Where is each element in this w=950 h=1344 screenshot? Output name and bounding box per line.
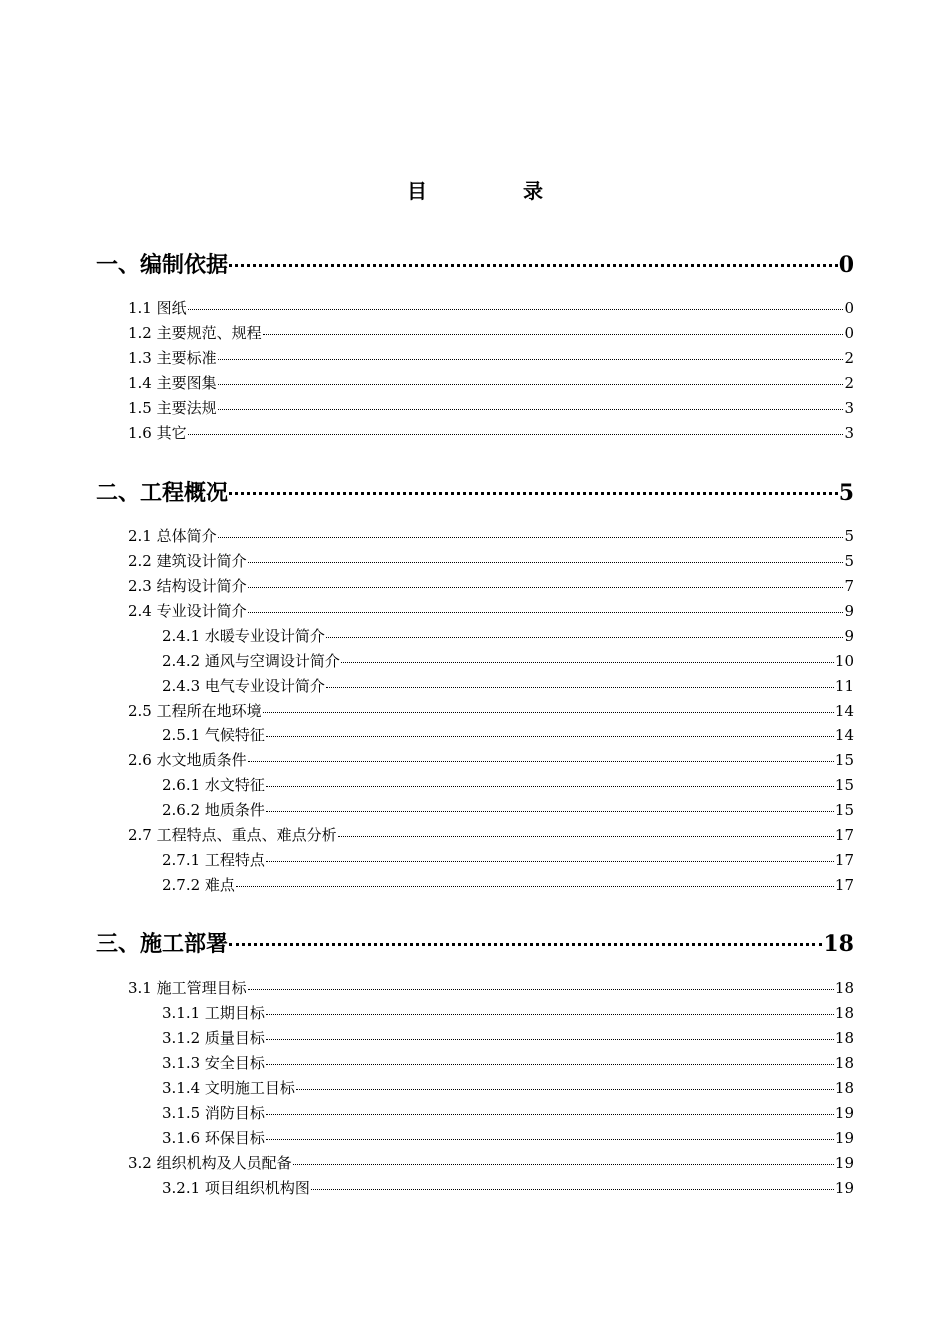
toc-entry-page-number: 15 — [834, 801, 854, 819]
toc-entry-level-3[interactable] — [162, 1127, 854, 1148]
dot-leader — [338, 832, 834, 837]
toc-entry-page-number: 17 — [834, 826, 854, 844]
dot-leader — [218, 405, 844, 410]
toc-entry-label: 2.7 工程特点、重点、难点分析 — [128, 826, 337, 844]
dot-leader — [266, 1060, 834, 1065]
toc-entry-page-number: 15 — [834, 751, 854, 769]
dot-leader — [296, 1085, 834, 1090]
toc-entry-label: 2.7.1 工程特点 — [162, 851, 265, 869]
toc-entry-level-3[interactable] — [162, 799, 854, 820]
dot-leader — [341, 658, 834, 663]
toc-entry-page-number: 19 — [834, 1179, 854, 1197]
toc-entry-label: 1.2 主要规范、规程 — [128, 324, 262, 342]
toc-entry-label: 1.3 主要标准 — [128, 349, 217, 367]
toc-entry-label: 3.2 组织机构及人员配备 — [128, 1154, 292, 1172]
toc-entry-level-3[interactable] — [162, 1002, 854, 1023]
toc-entry-page-number: 7 — [844, 577, 854, 595]
toc-entry-level-2[interactable] — [128, 525, 854, 546]
toc-entry-page-number: 2 — [844, 349, 854, 367]
dot-leader — [326, 683, 834, 688]
toc-entry-page-number: 5 — [838, 480, 854, 506]
dot-leader — [326, 633, 844, 638]
toc-entry-page-number: 2 — [844, 374, 854, 392]
toc-entry-page-number: 17 — [834, 851, 854, 869]
toc-entry-label: 三、施工部署 — [96, 931, 229, 957]
toc-entry-label: 2.6.2 地质条件 — [162, 801, 265, 819]
toc-entry-level-2[interactable] — [128, 824, 854, 845]
toc-entry-label: 1.5 主要法规 — [128, 399, 217, 417]
dot-leader — [229, 260, 838, 267]
toc-entry-label: 2.6 水文地质条件 — [128, 751, 247, 769]
toc-entry-level-3[interactable] — [162, 724, 854, 745]
dot-leader — [266, 732, 834, 737]
toc-entry-label: 2.5 工程所在地环境 — [128, 702, 262, 720]
toc-entry-page-number: 5 — [844, 527, 854, 545]
toc-entry-level-2[interactable] — [128, 322, 854, 343]
toc-entry-level-1[interactable] — [96, 248, 854, 279]
dot-leader — [266, 857, 834, 862]
toc-entry-page-number: 18 — [834, 1079, 854, 1097]
dot-leader — [236, 882, 834, 887]
toc-entry-level-3[interactable] — [162, 849, 854, 870]
toc-entry-label: 3.1 施工管理目标 — [128, 979, 247, 997]
toc-entry-level-2[interactable] — [128, 977, 854, 998]
dot-leader — [266, 1010, 834, 1015]
toc-entry-page-number: 19 — [834, 1129, 854, 1147]
toc-entry-level-2[interactable] — [128, 600, 854, 621]
dot-leader — [263, 708, 834, 713]
toc-entry-page-number: 3 — [844, 399, 854, 417]
toc-entry-page-number: 18 — [834, 979, 854, 997]
toc-entry-page-number: 11 — [834, 677, 854, 695]
toc-entry-page-number: 18 — [834, 1054, 854, 1072]
toc-entry-page-number: 14 — [834, 702, 854, 720]
toc-entry-page-number: 18 — [834, 1004, 854, 1022]
dot-leader — [248, 583, 844, 588]
toc-entry-level-2[interactable] — [128, 422, 854, 443]
toc-entry-level-2[interactable] — [128, 1152, 854, 1173]
toc-entry-label: 一、编制依据 — [96, 252, 229, 278]
dot-leader — [229, 488, 838, 495]
toc-entry-level-2[interactable] — [128, 397, 854, 418]
toc-entry-label: 2.5.1 气候特征 — [162, 726, 265, 744]
toc-entry-page-number: 9 — [844, 627, 854, 645]
toc-entry-label: 2.4.1 水暖专业设计简介 — [162, 627, 325, 645]
dot-leader — [266, 807, 834, 812]
toc-entry-label: 3.2.1 项目组织机构图 — [162, 1179, 310, 1197]
toc-title: 目 录 — [407, 179, 581, 203]
toc-entry-page-number: 19 — [834, 1104, 854, 1122]
toc-entry-level-2[interactable] — [128, 700, 854, 721]
toc-entry-page-number: 14 — [834, 726, 854, 744]
toc-entry-level-3[interactable] — [162, 625, 854, 646]
toc-entry-label: 二、工程概况 — [96, 480, 229, 506]
dot-leader — [266, 1035, 834, 1040]
toc-entry-label: 3.1.2 质量目标 — [162, 1029, 265, 1047]
toc-entry-page-number: 15 — [834, 776, 854, 794]
dot-leader — [266, 1135, 834, 1140]
toc-entry-level-2[interactable] — [128, 575, 854, 596]
dot-leader — [266, 1110, 834, 1115]
toc-entry-label: 3.1.3 安全目标 — [162, 1054, 265, 1072]
toc-entry-label: 3.1.4 文明施工目标 — [162, 1079, 295, 1097]
toc-entry-label: 2.4.3 电气专业设计简介 — [162, 677, 325, 695]
dot-leader — [218, 533, 844, 538]
dot-leader — [248, 558, 844, 563]
toc-entry-page-number: 3 — [844, 424, 854, 442]
toc-entry-label: 1.6 其它 — [128, 424, 187, 442]
toc-entry-level-1[interactable] — [96, 476, 854, 507]
dot-leader — [266, 782, 834, 787]
dot-leader — [263, 330, 844, 335]
toc-entry-page-number: 10 — [834, 652, 854, 670]
toc-entry-label: 1.1 图纸 — [128, 299, 187, 317]
toc-entry-level-2[interactable] — [128, 372, 854, 393]
toc-entry-level-3[interactable] — [162, 1077, 854, 1098]
toc-entry-page-number: 9 — [844, 602, 854, 620]
toc-entry-page-number: 5 — [844, 552, 854, 570]
toc-entry-page-number: 0 — [844, 299, 854, 317]
toc-entry-label: 3.1.6 环保目标 — [162, 1129, 265, 1147]
toc-entry-level-3[interactable] — [162, 1027, 854, 1048]
dot-leader — [218, 355, 844, 360]
toc-entry-level-3[interactable] — [162, 1177, 854, 1198]
toc-entry-label: 2.6.1 水文特征 — [162, 776, 265, 794]
dot-leader — [248, 608, 844, 613]
dot-leader — [218, 380, 844, 385]
toc-entry-page-number: 18 — [823, 931, 854, 957]
toc-entry-level-3[interactable] — [162, 774, 854, 795]
toc-entry-level-3[interactable] — [162, 874, 854, 895]
toc-entry-label: 2.1 总体简介 — [128, 527, 217, 545]
toc-entry-label: 3.1.5 消防目标 — [162, 1104, 265, 1122]
toc-entry-level-2[interactable] — [128, 347, 854, 368]
toc-entry-page-number: 19 — [834, 1154, 854, 1172]
dot-leader — [293, 1160, 834, 1165]
toc-entry-level-3[interactable] — [162, 1102, 854, 1123]
toc-entry-label: 1.4 主要图集 — [128, 374, 217, 392]
toc-entry-level-3[interactable] — [162, 1052, 854, 1073]
toc-entry-level-3[interactable] — [162, 650, 854, 671]
toc-entry-page-number: 18 — [834, 1029, 854, 1047]
dot-leader — [229, 939, 822, 946]
toc-entry-label: 3.1.1 工期目标 — [162, 1004, 265, 1022]
toc-entry-label: 2.7.2 难点 — [162, 876, 235, 894]
toc-entry-label: 2.4.2 通风与空调设计简介 — [162, 652, 340, 670]
toc-entry-level-2[interactable] — [128, 297, 854, 318]
toc-entry-page-number: 17 — [834, 876, 854, 894]
toc-entry-level-2[interactable] — [128, 749, 854, 770]
toc-entry-page-number: 0 — [838, 252, 854, 278]
toc-entry-level-1[interactable] — [96, 927, 854, 958]
dot-leader — [311, 1185, 834, 1190]
toc-entry-label: 2.3 结构设计简介 — [128, 577, 247, 595]
dot-leader — [188, 305, 844, 310]
toc-entry-page-number: 0 — [844, 324, 854, 342]
toc-entry-level-2[interactable] — [128, 550, 854, 571]
dot-leader — [248, 985, 834, 990]
toc-entry-label: 2.2 建筑设计简介 — [128, 552, 247, 570]
toc-entry-level-3[interactable] — [162, 675, 854, 696]
toc-entry-label: 2.4 专业设计简介 — [128, 602, 247, 620]
dot-leader — [188, 430, 844, 435]
dot-leader — [248, 757, 834, 762]
